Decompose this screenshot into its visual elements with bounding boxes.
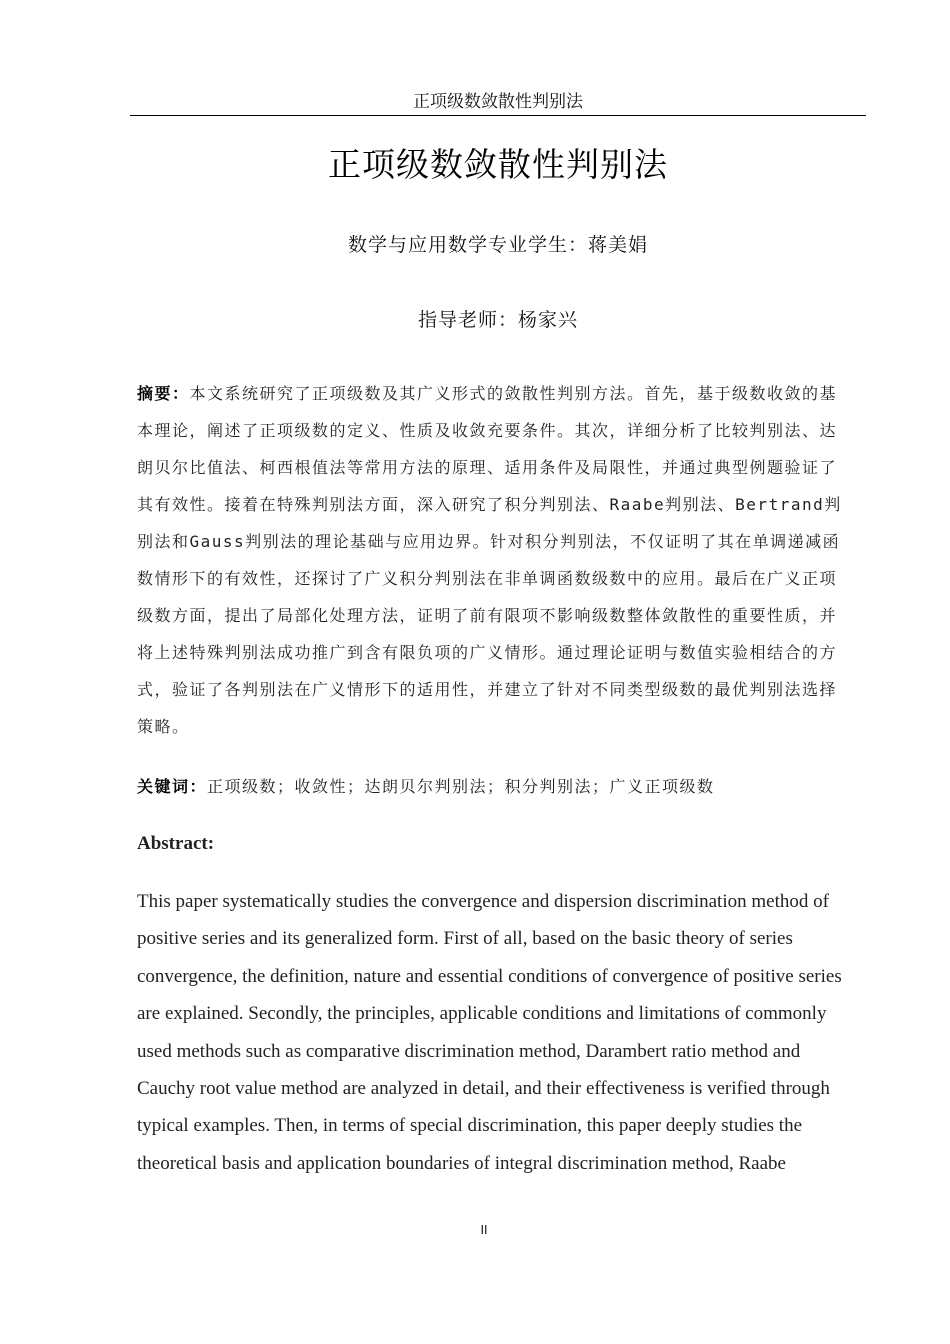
english-abstract-heading: Abstract: (137, 833, 215, 854)
english-abstract-text: This paper systematically studies the convergence and dispersion discrimination method of positive series and its generalized form. First of all, based on the basic theory of series convergence, the definition, nature and essential conditions of convergence of positive series are explained. Secondly, the principles, applicable conditions and limitations of commonly used methods such as comparative discrimination method, Darambert ratio method and Cauchy root value method are analyzed in detail, and their effectiveness is verified through typical examples. Then, in terms of special discrimination, this paper deeply studies the theoretical basis and application boundaries of integral discrimination method, Raabe (137, 891, 842, 1174)
chinese-abstract-label: 摘要： (137, 384, 190, 403)
advisor-line: 指导老师：杨家兴 (417, 309, 578, 331)
page-number: II (480, 1223, 488, 1237)
chinese-abstract-text: 本文系统研究了正项级数及其广义形式的敛散性判别方法。首先，基于级数收敛的基本理论，阐述了正项级数的定义、性质及收敛充要条件。其次，详细分析了比较判别法、达朗贝尔比值法、柯西根值法等常用方法的原理、适用条件及局限性，并通过典型例题验证了其有效性。接着在特殊判别法方面，深入研究了积分判别法、Raabe判别法、Bertrand判别法和Gauss判别法的理论基础与应用边界。针对积分判别法，不仅证明了其在单调递减函数情形下的有效性，还探讨了广义积分判别法在非单调函数级数中的应用。最后在广义正项级数方面，提出了局部化处理方法，证明了前有限项不影响级数整体敛散性的重要性质，并将上述特殊判别法成功推广到含有限负项的广义情形。通过理论证明与数值实验相结合的方式，验证了各判别法在广义情形下的适用性，并建立了针对不同类型级数的最优判别法选择策略。 (137, 384, 842, 736)
chinese-keywords (137, 768, 849, 805)
chinese-keywords-text: 正项级数；收敛性；达朗贝尔判别法；积分判别法；广义正项级数 (207, 777, 715, 796)
chinese-abstract (137, 375, 849, 745)
author-line: 数学与应用数学专业学生：蒋美娟 (347, 234, 648, 256)
running-header: 正项级数敛散性判别法 (130, 90, 866, 116)
page-title: 正项级数敛散性判别法 (328, 145, 668, 184)
chinese-keywords-label: 关键词： (137, 777, 208, 796)
